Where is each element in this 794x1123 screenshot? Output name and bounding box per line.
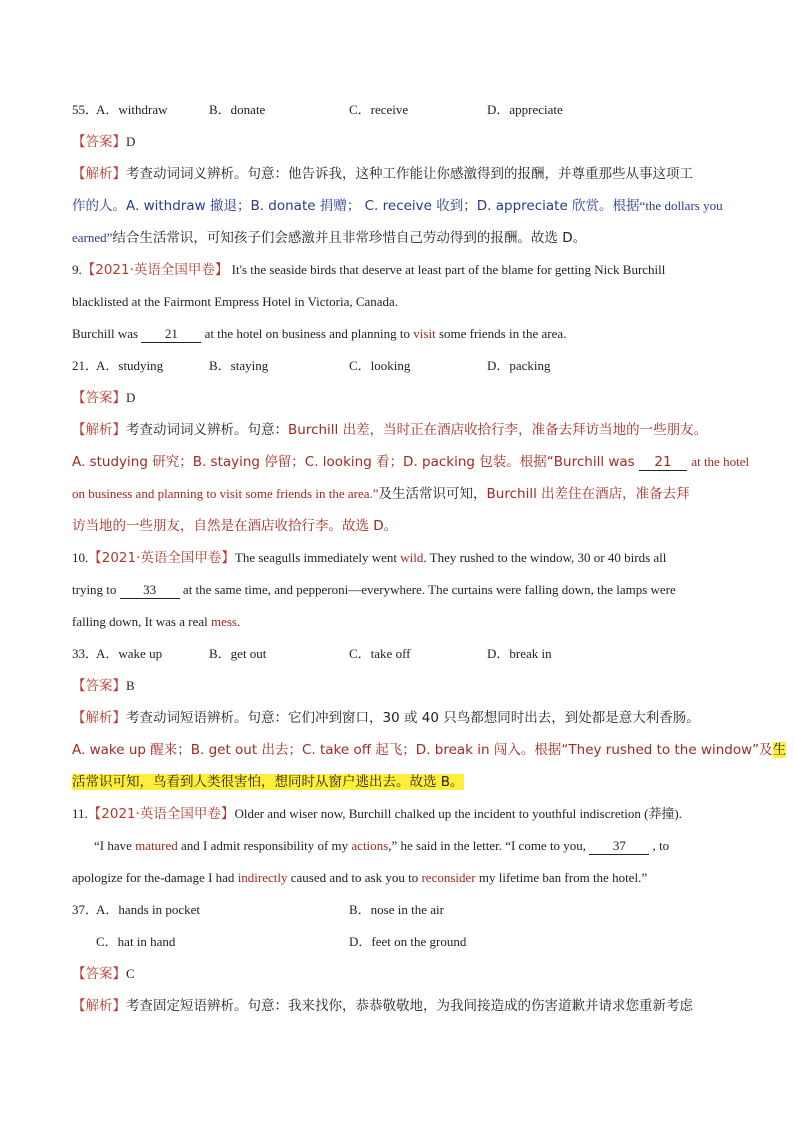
- option-a: A．hands in pocket: [96, 902, 200, 917]
- answer-37: 【答案】C: [72, 966, 135, 982]
- option-c: C．hat in hand: [96, 934, 176, 949]
- option-b: B．donate: [209, 102, 266, 117]
- passage-11-line-2: “I have matured and I admit responsibility of my actions,” he said in the letter. “I come to you, 37 , to: [94, 838, 670, 853]
- option-d: D．packing: [487, 358, 551, 373]
- answer-55: 【答案】D: [72, 134, 136, 150]
- blank-37: 37: [589, 838, 649, 855]
- analysis-55-line-2: 作的人。A. withdraw 撤退；B. donate 捐赠； C. receive 收到；D. appreciate 欣赏。根据“the dollars you: [72, 198, 723, 214]
- option-d: D．feet on the ground: [349, 934, 467, 949]
- option-c: C．take off: [349, 646, 411, 661]
- analysis-33-line-1: 【解析】考查动词短语辨析。句意：它们冲到窗口，30 或 40 只鸟都想同时出去，到处都是意大利香肠。: [72, 710, 700, 726]
- option-a: A．wake up: [96, 646, 163, 661]
- passage-11-line-3: apologize for the-damage I had indirectly caused and to ask you to reconsider my lifetime ban from the hotel.”: [72, 870, 648, 885]
- question-number: 33．: [72, 646, 99, 661]
- passage-10-line-3: falling down, It was a real mess.: [72, 614, 241, 629]
- analysis-21-line-1: 【解析】考查动词词义辨析。句意：Burchill 出差，当时正在酒店收拾行李，准备去拜访当地的一些朋友。: [72, 422, 708, 438]
- question-number: 21．: [72, 358, 99, 373]
- option-d: D．break in: [487, 646, 552, 661]
- option-b: B．nose in the air: [349, 902, 444, 917]
- option-b: B．get out: [209, 646, 267, 661]
- analysis-33-line-3: 活常识可知，鸟看到人类很害怕，想同时从窗户逃出去。故选 B。: [72, 774, 464, 790]
- question-number: 55．: [72, 102, 99, 117]
- analysis-37-line-1: 【解析】考查固定短语辨析。句意：我来找你，恭恭敬敬地，为我间接造成的伤害道歉并请求您重新考虑: [72, 998, 693, 1014]
- option-a: A．withdraw: [96, 102, 168, 117]
- analysis-55-line-1: 【解析】考查动词词义辨析。句意：他告诉我，这种工作能让你感激得到的报酬，并尊重那些从事这项工: [72, 166, 693, 182]
- passage-10-line-1: 10.【2021·英语全国甲卷】The seagulls immediately went wild. They rushed to the window, 30 or 40 birds all: [72, 550, 667, 566]
- passage-10-line-2: trying to 33 at the same time, and pepperoni—everywhere. The curtains were falling down, the lamps were: [72, 582, 676, 597]
- analysis-33-line-2: A. wake up 醒来；B. get out 出去；C. take off 起飞；D. break in 闯入。根据“They rushed to the window”及生: [72, 742, 787, 758]
- passage-11-line-1: 11.【2021·英语全国甲卷】Older and wiser now, Burchill chalked up the incident to youthful indiscretion (莽撞).: [72, 806, 682, 822]
- option-a: A．studying: [96, 358, 164, 373]
- option-c: C．looking: [349, 358, 411, 373]
- answer-33: 【答案】B: [72, 678, 135, 694]
- answer-21: 【答案】D: [72, 390, 136, 406]
- blank-21-ref: 21: [639, 454, 687, 471]
- analysis-55-line-3: earned”结合生活常识，可知孩子们会感激并且非常珍惜自己劳动得到的报酬。故选 D。: [72, 230, 587, 246]
- blank-21: 21: [141, 326, 201, 343]
- passage-9-line-2: blacklisted at the Fairmont Empress Hotel in Victoria, Canada.: [72, 294, 399, 309]
- passage-9-line-1: 9.【2021·英语全国甲卷】 It's the seaside birds that deserve at least part of the blame for getting Nick Burchill: [72, 262, 666, 278]
- passage-9-line-3: Burchill was 21 at the hotel on business and planning to visit some friends in the area.: [72, 326, 567, 341]
- analysis-21-line-2: A. studying 研究；B. staying 停留；C. looking 看；D. packing 包装。根据“Burchill was 21 at the hotel: [72, 454, 750, 470]
- option-d: D．appreciate: [487, 102, 563, 117]
- option-b: B．staying: [209, 358, 269, 373]
- blank-33: 33: [120, 582, 180, 599]
- analysis-21-line-3: on business and planning to visit some friends in the area.”及生活常识可知，Burchill 出差住在酒店，准备去拜: [72, 486, 690, 502]
- question-number: 37．: [72, 902, 99, 917]
- analysis-21-line-4: 访当地的一些朋友，自然是在酒店收拾行李。故选 D。: [72, 518, 398, 534]
- option-c: C．receive: [349, 102, 409, 117]
